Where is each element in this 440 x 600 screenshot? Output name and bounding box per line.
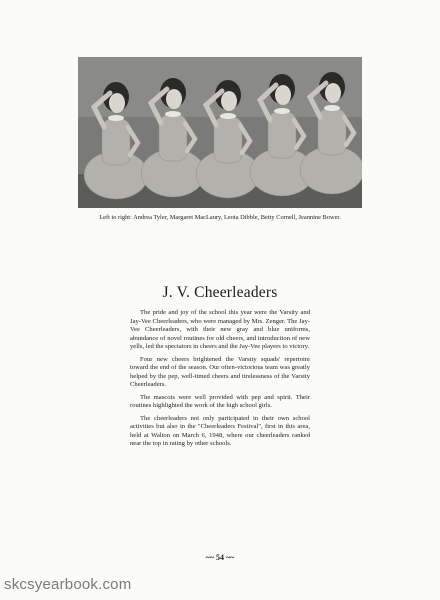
article-paragraph: The pride and joy of the school this year were the Varsity and Jay-Vee Cheerleaders, who were managed by Mrs. Zenger. The Jay-Vee Cheerleaders, with their new gray and blue uniforms, abundance of novel routines for old cheers, and introduction of new yells, led the spectators in cheers and the Jay-Vee players to victory. xyxy=(130,309,310,350)
article-paragraph: The mascots were well provided with pep and spirit. Their routines highlighted the work of the high school girls. xyxy=(130,393,310,409)
article-title: J. V. Cheerleaders xyxy=(162,284,278,301)
cheerleaders-photo xyxy=(78,57,362,208)
site-watermark: skcsyearbook.com xyxy=(4,576,132,593)
article-paragraph: Four new cheers brightened the Varsity squads' repertoire toward the end of the season. Our often-victorious team was greatly helped by the pep, well-timed cheers and tirelessness of the Varsity Cheerleaders. xyxy=(130,355,310,388)
article-paragraph: The cheerleaders not only participated in their own school activities but also in the "Cheerleaders Festival", first in this area, held at Walton on March 6, 1948, where our cheerleaders ranked near the top in rating by other schools. xyxy=(130,414,310,447)
page-number: ~~ 54 ~~ xyxy=(205,553,235,562)
photo-illustration xyxy=(78,57,362,208)
article-body xyxy=(130,309,310,453)
photo-caption: Left to right: Andrea Tyler, Margaret MacLaury, Leota Dibble, Betty Cornell, Jeannine Bower. xyxy=(99,214,341,221)
